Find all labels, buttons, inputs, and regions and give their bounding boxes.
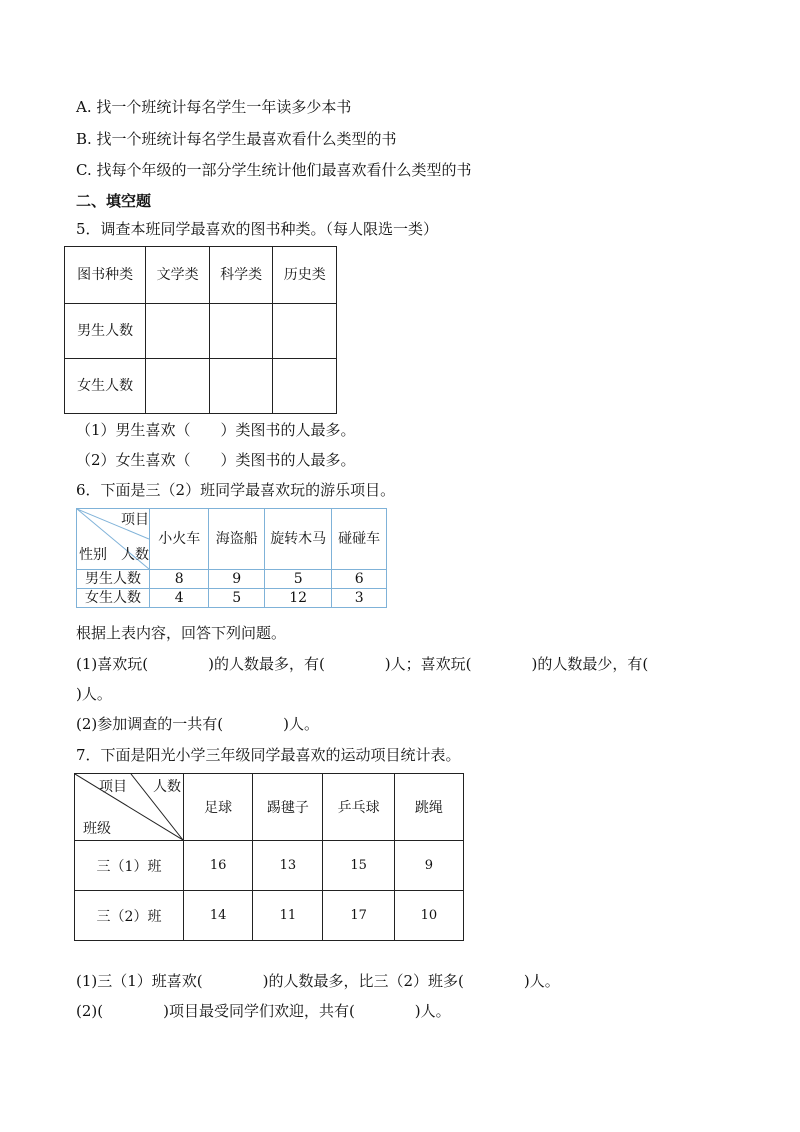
q7-cell: 15	[323, 841, 394, 891]
q6-header-cell: 碰碰车	[332, 509, 387, 570]
q5-answer-cell[interactable]	[146, 304, 210, 359]
q6-cell: 6	[332, 570, 387, 589]
q7-header-cell: 跳绳	[394, 774, 463, 841]
q6-cell: 5	[265, 570, 332, 589]
q6-cell: 8	[150, 570, 209, 589]
q5-header-row	[65, 247, 337, 304]
q6-header-cell: 海盗船	[209, 509, 265, 570]
q6-table	[76, 508, 387, 608]
q7-prompt: 7．下面是阳光小学三年级同学最喜欢的运动项目统计表。	[76, 746, 461, 764]
q7-corner-bottom: 班级	[83, 821, 111, 837]
q5-header-cell: 历史类	[273, 247, 337, 304]
q6-intro: 根据上表内容，回答下列问题。	[76, 624, 287, 642]
q7-cell: 11	[253, 891, 323, 941]
q6-row-label: 男生人数	[77, 570, 150, 589]
q5-answer-cell[interactable]	[273, 304, 337, 359]
q7-header-cell: 踢毽子	[253, 774, 323, 841]
table-row	[77, 589, 387, 608]
q7-cell: 13	[253, 841, 323, 891]
option-b: B. 找一个班统计每名学生最喜欢看什么类型的书	[76, 130, 397, 148]
q6-sub1: (1)喜欢玩( )的人数最多，有( )人；喜欢玩( )的人数最少，有(	[76, 655, 649, 673]
q6-cell: 9	[209, 570, 265, 589]
q6-header-cell: 小火车	[150, 509, 209, 570]
q5-header-cell: 图书种类	[65, 247, 146, 304]
table-row	[75, 891, 464, 941]
q6-cell: 12	[265, 589, 332, 608]
table-row	[65, 304, 337, 359]
table-row	[75, 841, 464, 891]
q5-answer-cell[interactable]	[209, 304, 273, 359]
q5-row-label: 男生人数	[65, 304, 146, 359]
table-row	[77, 570, 387, 589]
q5-answer-cell[interactable]	[273, 359, 337, 414]
option-c: C. 找每个年级的一部分学生统计他们最喜欢看什么类型的书	[76, 161, 472, 179]
option-a: A. 找一个班统计每名学生一年读多少本书	[76, 98, 352, 116]
q5-sub1: （1）男生喜欢（ ）类图书的人最多。	[76, 421, 356, 439]
q7-cell: 14	[184, 891, 253, 941]
q6-corner-bottom: 性别	[79, 547, 107, 563]
q7-cell: 9	[394, 841, 463, 891]
q6-sub2: (2)参加调查的一共有( )人。	[76, 715, 319, 733]
q5-header-cell: 科学类	[209, 247, 273, 304]
q6-cell: 3	[332, 589, 387, 608]
q6-row-label: 女生人数	[77, 589, 150, 608]
q7-sub1: (1)三（1）班喜欢( )的人数最多，比三（2）班多( )人。	[76, 972, 560, 990]
q6-corner-mid: 人数	[121, 547, 149, 563]
q7-row-label: 三（2）班	[75, 891, 184, 941]
q7-sub2: (2)( )项目最受同学们欢迎，共有( )人。	[76, 1002, 451, 1020]
q7-table	[74, 773, 464, 941]
q5-answer-cell[interactable]	[146, 359, 210, 414]
table-row	[65, 359, 337, 414]
q7-corner-cell	[75, 774, 184, 841]
q6-cell: 4	[150, 589, 209, 608]
q6-corner-top: 项目	[121, 512, 149, 528]
q7-header-cell: 足球	[184, 774, 253, 841]
q7-cell: 16	[184, 841, 253, 891]
q6-cell: 5	[209, 589, 265, 608]
q7-row-label: 三（1）班	[75, 841, 184, 891]
q7-header-row	[75, 774, 464, 841]
q6-header-row	[77, 509, 387, 570]
q5-row-label: 女生人数	[65, 359, 146, 414]
q7-corner-top: 项目	[99, 779, 127, 795]
section-title: 二、填空题	[76, 192, 152, 210]
q5-table	[64, 246, 337, 414]
q6-header-cell: 旋转木马	[265, 509, 332, 570]
q5-header-cell: 文学类	[146, 247, 210, 304]
q7-header-cell: 乒乓球	[323, 774, 394, 841]
q6-sub1-cont: )人。	[76, 685, 112, 703]
q6-corner-cell	[77, 509, 150, 570]
q7-cell: 17	[323, 891, 394, 941]
q7-corner-right: 人数	[153, 779, 181, 795]
q7-cell: 10	[394, 891, 463, 941]
q5-sub2: （2）女生喜欢（ ）类图书的人最多。	[76, 451, 356, 469]
q6-prompt: 6．下面是三（2）班同学最喜欢玩的游乐项目。	[76, 481, 396, 499]
q5-prompt: 5．调查本班同学最喜欢的图书种类。（每人限选一类）	[76, 220, 439, 238]
q5-answer-cell[interactable]	[209, 359, 273, 414]
